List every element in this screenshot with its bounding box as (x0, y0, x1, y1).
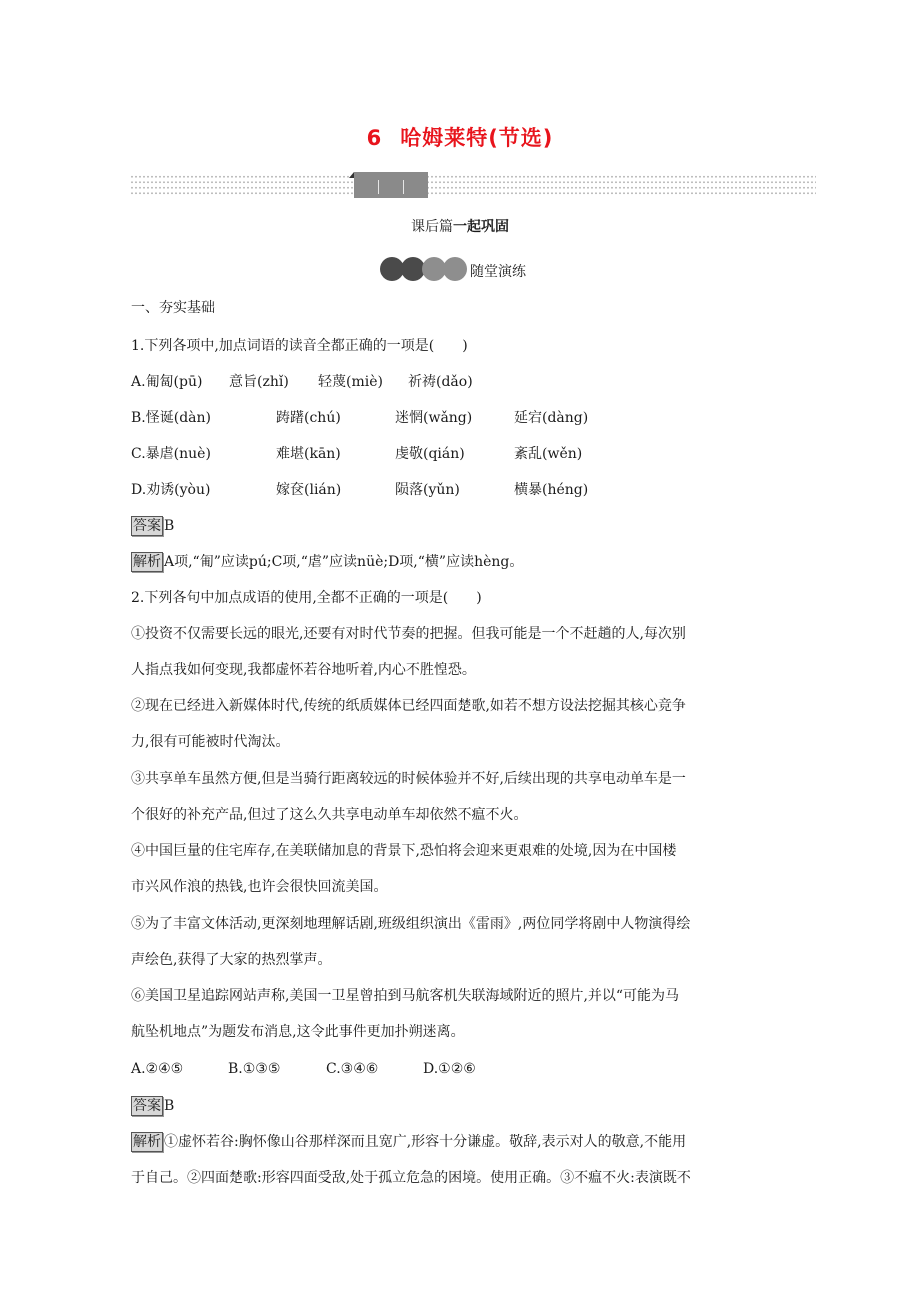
q2-stem: 2.下列各句中加点成语的使用,全都不正确的一项是( ) (131, 590, 482, 606)
q2-sentence-line: 声绘色,获得了大家的热烈掌声。 (131, 952, 332, 968)
lesson-title (0, 122, 920, 152)
option-item: 横暴(héng) (514, 482, 589, 498)
q2-sentence-line: 个很好的补充产品,但过了这么久共享电动单车却依然不瘟不火。 (131, 807, 528, 823)
option-item: 劝诱(yòu) (146, 482, 211, 498)
option-item: 嫁奁(lián) (276, 482, 342, 498)
option-label: A. (131, 374, 146, 390)
q1-option-c (131, 444, 796, 464)
option-item: 难堪(kān) (276, 446, 341, 462)
answer-value: B (164, 518, 175, 534)
section-title-regular: 课后篇 (411, 219, 453, 235)
lesson-number: 6 (366, 126, 383, 150)
q2-options (131, 1059, 796, 1079)
option-label: D. (131, 482, 147, 498)
q2-sentence-line: ③共享单车虽然方便,但是当骑行距离较远的时候体验并不好,后续出现的共享电动单车是一 (131, 771, 686, 787)
q2-sentence-line: ②现在已经进入新媒体时代,传统的纸质媒体已经四面楚歌,如若不想方设法挖掘其核心竞争 (131, 698, 686, 714)
q2-sentence-line: 人指点我如何变现,我都虚怀若谷地听着,内心不胜惶恐。 (131, 662, 476, 678)
option-item: 延宕(dàng) (514, 410, 589, 426)
q1-answer (131, 516, 174, 536)
q2-analysis-line: 于自己。②四面楚歌:形容四面受敌,处于孤立危急的困境。使用正确。③不瘟不火:表演既不 (131, 1170, 691, 1186)
option-item: C.③④⑥ (326, 1061, 379, 1077)
option-item: 匍匐(pū) (145, 374, 203, 390)
option-item: 迷惘(wǎng) (395, 410, 473, 426)
section-title (0, 216, 920, 236)
practice-header (380, 253, 526, 281)
q2-analysis (131, 1132, 686, 1152)
section-title-bold: 一起巩固 (453, 219, 509, 235)
option-item: D.①②⑥ (423, 1061, 476, 1077)
option-item: B.①③⑤ (228, 1061, 281, 1077)
q2-sentence-line: ⑥美国卫星追踪网站声称,美国一卫星曾拍到马航客机失联海域附近的照片,并以“可能为马 (131, 988, 680, 1004)
option-label: C. (131, 446, 146, 462)
q2-sentence-line: 航坠机地点”为题发布消息,这令此事件更加扑朔迷离。 (131, 1024, 465, 1040)
part-heading: 一、夯实基础 (131, 300, 215, 316)
analysis-text: A项,“匍”应读pú;C项,“虐”应读nüè;D项,“横”应读hèng。 (164, 554, 524, 570)
q1-option-b (131, 408, 796, 428)
dotted-rule (130, 174, 816, 196)
answer-value: B (164, 1098, 175, 1114)
option-item: 意旨(zhǐ) (229, 374, 289, 390)
analysis-text: ①虚怀若谷:胸怀像山谷那样深而且宽广,形容十分谦虚。敬辞,表示对人的敬意,不能用 (164, 1134, 687, 1150)
option-item: 虔敬(qián) (395, 446, 465, 462)
q1-analysis (131, 552, 523, 572)
answer-tag: 答案 (133, 518, 161, 534)
option-item: 暴虐(nuè) (145, 446, 211, 462)
q2-sentence-line: ④中国巨量的住宅库存,在美联储加息的背景下,恐怕将会迎来更艰难的处境,因为在中国楼 (131, 843, 677, 859)
q2-sentence-line: 力,很有可能被时代淘汰。 (131, 734, 290, 750)
q1-stem: 1.下列各项中,加点词语的读音全都正确的一项是( ) (131, 338, 468, 354)
q1-option-a (131, 372, 796, 392)
option-item: 紊乱(wěn) (514, 446, 583, 462)
banner-tab (354, 172, 428, 198)
q2-sentence-line: ①投资不仅需要长远的眼光,还要有对时代节奏的把握。但我可能是一个不赶趟的人,每次别 (131, 626, 686, 642)
tab-stripe (403, 180, 404, 194)
q2-answer (131, 1096, 174, 1116)
q1-option-d (131, 480, 796, 500)
option-item: 祈祷(dǎo) (408, 374, 473, 390)
circle-icon (443, 257, 467, 281)
analysis-tag: 解析 (133, 554, 161, 570)
option-item: 陨落(yǔn) (395, 482, 460, 498)
q2-sentence-line: ⑤为了丰富文体活动,更深刻地理解话剧,班级组织演出《雷雨》,两位同学将剧中人物演得绘 (131, 916, 691, 932)
tab-stripe (378, 180, 379, 194)
option-item: A.②④⑤ (131, 1061, 184, 1077)
lesson-title-text: 哈姆莱特(节选) (400, 126, 554, 150)
decorative-banner (130, 172, 816, 198)
analysis-tag: 解析 (133, 1134, 161, 1150)
option-item: 怪诞(dàn) (145, 410, 211, 426)
option-label: B. (131, 410, 146, 426)
practice-label: 随堂演练 (470, 264, 526, 280)
option-item: 轻蔑(miè) (318, 374, 383, 390)
option-item: 踌躇(chú) (276, 410, 341, 426)
q2-sentence-line: 市兴风作浪的热钱,也许会很快回流美国。 (131, 879, 388, 895)
answer-tag: 答案 (133, 1098, 161, 1114)
